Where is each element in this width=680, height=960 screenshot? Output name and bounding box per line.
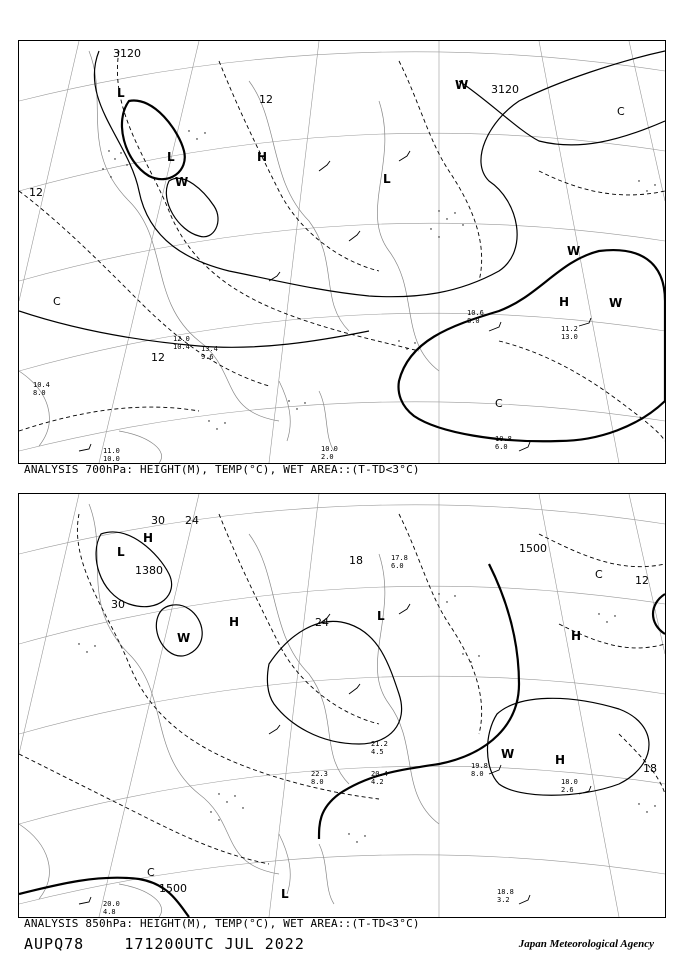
contour-label: 12 <box>635 574 649 587</box>
contour-label: C <box>617 105 625 118</box>
coastlines <box>19 51 439 463</box>
system-symbol: W <box>175 175 189 189</box>
contour-label: 24 <box>185 514 199 527</box>
chart-identifier <box>24 935 305 953</box>
station-plot <box>103 447 120 463</box>
svg-text:20.4: 20.4 <box>371 770 388 778</box>
svg-text:6.0: 6.0 <box>391 562 404 570</box>
system-symbol: L <box>167 150 175 164</box>
system-symbol: L <box>281 887 289 901</box>
svg-text:10.4: 10.4 <box>33 381 50 389</box>
svg-text:10.0: 10.0 <box>103 455 120 463</box>
contour-label: 30 <box>151 514 165 527</box>
svg-text:6.0: 6.0 <box>495 443 508 451</box>
contour-labels <box>29 47 625 410</box>
svg-text:20.0: 20.0 <box>103 900 120 908</box>
contour-label: 24 <box>315 616 329 629</box>
graticule <box>19 494 665 917</box>
svg-text:18.8: 18.8 <box>497 888 514 896</box>
system-symbol: H <box>143 531 154 545</box>
station-plot <box>495 435 512 451</box>
station-plot <box>371 740 388 756</box>
caption-850hpa: ANALYSIS 850hPa: HEIGHT(M), TEMP(°C), WET AREA::(T-TD<3°C) <box>24 917 420 930</box>
station-plot <box>201 345 218 361</box>
system-symbol: L <box>377 609 385 623</box>
contour-label: 12 <box>29 186 43 199</box>
wind-barbs <box>79 151 591 451</box>
svg-text:11.2: 11.2 <box>561 325 578 333</box>
contour-label: 1500 <box>519 542 547 555</box>
svg-text:17.8: 17.8 <box>391 554 408 562</box>
contour-label: 3120 <box>491 83 519 96</box>
system-symbol: H <box>555 753 566 767</box>
svg-text:2.6: 2.6 <box>561 786 574 794</box>
system-symbol: H <box>571 629 582 643</box>
station-plot <box>497 888 514 904</box>
svg-text:4.8: 4.8 <box>103 908 116 916</box>
system-symbol: L <box>117 86 125 100</box>
map-700hpa-canvas <box>19 41 665 463</box>
svg-text:13.4: 13.4 <box>201 345 218 353</box>
system-symbol: W <box>501 747 515 761</box>
svg-text:8.0: 8.0 <box>467 317 480 325</box>
svg-text:13.0: 13.0 <box>561 333 578 341</box>
map-700hpa <box>18 40 666 464</box>
station-plot <box>561 325 578 341</box>
svg-text:10.4: 10.4 <box>173 343 190 351</box>
isotherms <box>19 514 665 864</box>
system-symbol: W <box>609 296 623 310</box>
svg-text:3.2: 3.2 <box>497 896 510 904</box>
map-850hpa <box>18 493 666 918</box>
station-plot <box>33 381 50 397</box>
map-850hpa-canvas <box>19 494 665 917</box>
contour-label: C <box>147 866 155 879</box>
contour-label: 12 <box>151 351 165 364</box>
station-plots <box>33 309 578 463</box>
station-plot <box>173 335 190 351</box>
station-plot <box>561 778 578 794</box>
svg-text:19.8: 19.8 <box>471 762 488 770</box>
contour-label: 18 <box>349 554 363 567</box>
svg-text:2.0: 2.0 <box>321 453 334 461</box>
station-plot <box>391 554 408 570</box>
station-plot <box>371 770 388 786</box>
contour-label: 3120 <box>113 47 141 60</box>
station-plot <box>321 445 338 461</box>
svg-text:4.2: 4.2 <box>371 778 384 786</box>
chart-datetime: 171200UTC JUL 2022 <box>124 935 305 953</box>
pressure-systems <box>117 78 622 310</box>
svg-text:8.0: 8.0 <box>311 778 324 786</box>
station-plot <box>311 770 328 786</box>
system-symbol: W <box>567 244 581 258</box>
svg-text:10.6: 10.6 <box>467 309 484 317</box>
contour-label: C <box>53 295 61 308</box>
caption-700hpa: ANALYSIS 700hPa: HEIGHT(M), TEMP(°C), WET AREA::(T-TD<3°C) <box>24 463 420 476</box>
station-plot <box>103 900 120 916</box>
system-symbol: L <box>383 172 391 186</box>
contour-labels <box>111 514 657 895</box>
svg-text:10.8: 10.8 <box>495 435 512 443</box>
system-symbol: W <box>177 631 191 645</box>
svg-text:9.6: 9.6 <box>201 353 214 361</box>
svg-text:18.0: 18.0 <box>561 778 578 786</box>
contour-label: C <box>495 397 503 410</box>
svg-text:8.0: 8.0 <box>471 770 484 778</box>
system-symbol: H <box>559 295 570 309</box>
svg-text:10.0: 10.0 <box>321 445 338 453</box>
contour-label: C <box>595 568 603 581</box>
system-symbol: L <box>117 545 125 559</box>
contour-label: 30 <box>111 598 125 611</box>
svg-text:21.2: 21.2 <box>371 740 388 748</box>
contour-label: 1380 <box>135 564 163 577</box>
chart-code: AUPQ78 <box>24 935 85 953</box>
system-symbol: H <box>229 615 240 629</box>
svg-text:11.0: 11.0 <box>103 447 120 455</box>
height-contours <box>19 532 665 917</box>
svg-text:4.5: 4.5 <box>371 748 384 756</box>
station-plot <box>471 762 488 778</box>
contour-label: 1500 <box>159 882 187 895</box>
svg-text:22.3: 22.3 <box>311 770 328 778</box>
contour-label: 12 <box>259 93 273 106</box>
system-symbol: W <box>455 78 469 92</box>
svg-text:8.0: 8.0 <box>33 389 46 397</box>
agency-credit: Japan Meteorological Agency <box>518 938 654 950</box>
svg-text:12.0: 12.0 <box>173 335 190 343</box>
system-symbol: H <box>257 150 268 164</box>
contour-label: 18 <box>643 762 657 775</box>
